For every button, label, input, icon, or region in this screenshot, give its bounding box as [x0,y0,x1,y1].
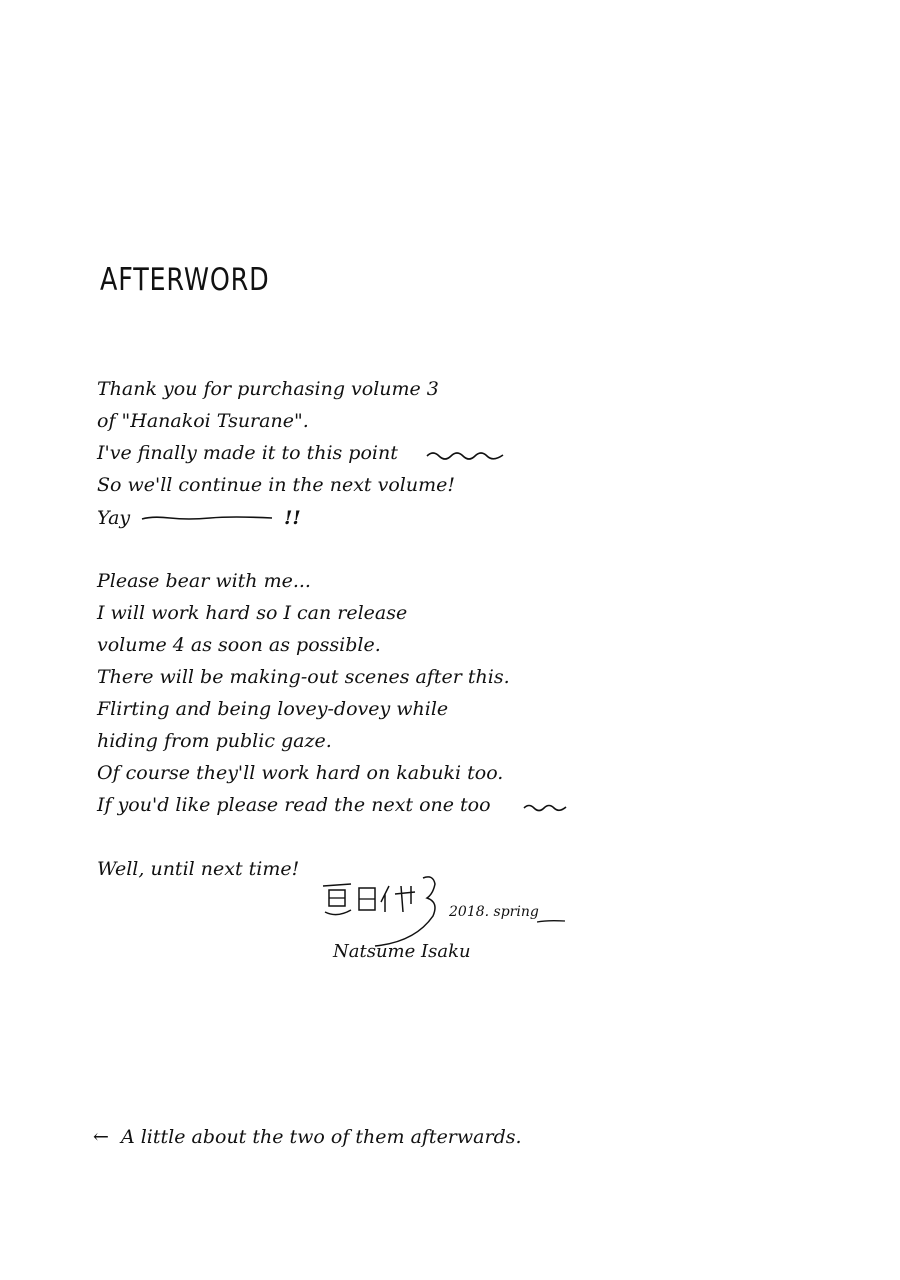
text-line: Of course they'll work hard on kabuki too. [97,762,504,784]
handwritten-signature [315,872,455,947]
text-line: volume 4 as soon as possible. [97,634,381,656]
text-line: Please bear with me... [97,570,311,592]
text-line: So we'll continue in the next volume! [97,474,455,496]
text-line: Yay [97,507,131,529]
underline-flourish [537,918,567,934]
text-line: If you'd like please read the next one too [97,794,491,816]
long-dash-icon [140,512,275,524]
footer-text: A little about the two of them afterwards. [120,1126,522,1148]
footer-note [93,1126,522,1148]
text-line: Flirting and being lovey-dovey while [97,698,449,720]
page-title: AFTERWORD [100,262,270,298]
wavy-dash-icon [425,448,505,462]
exclamation-text: !! [284,507,301,529]
text-line: hiding from public gaze. [97,730,332,752]
text-line: I will work hard so I can release [97,602,408,624]
left-arrow-icon: ← [93,1126,109,1148]
text-line: There will be making-out scenes after this. [97,666,510,688]
text-line: Well, until next time! [97,858,300,880]
text-line: of "Hanakoi Tsurane". [97,410,309,432]
text-line: I've finally made it to this point [97,442,398,464]
wavy-dash-icon [522,801,568,813]
text-line: Thank you for purchasing volume 3 [97,378,439,400]
author-name: Natsume Isaku [333,941,471,962]
signature-block [315,872,585,972]
signature-date: 2018. spring [449,904,539,920]
